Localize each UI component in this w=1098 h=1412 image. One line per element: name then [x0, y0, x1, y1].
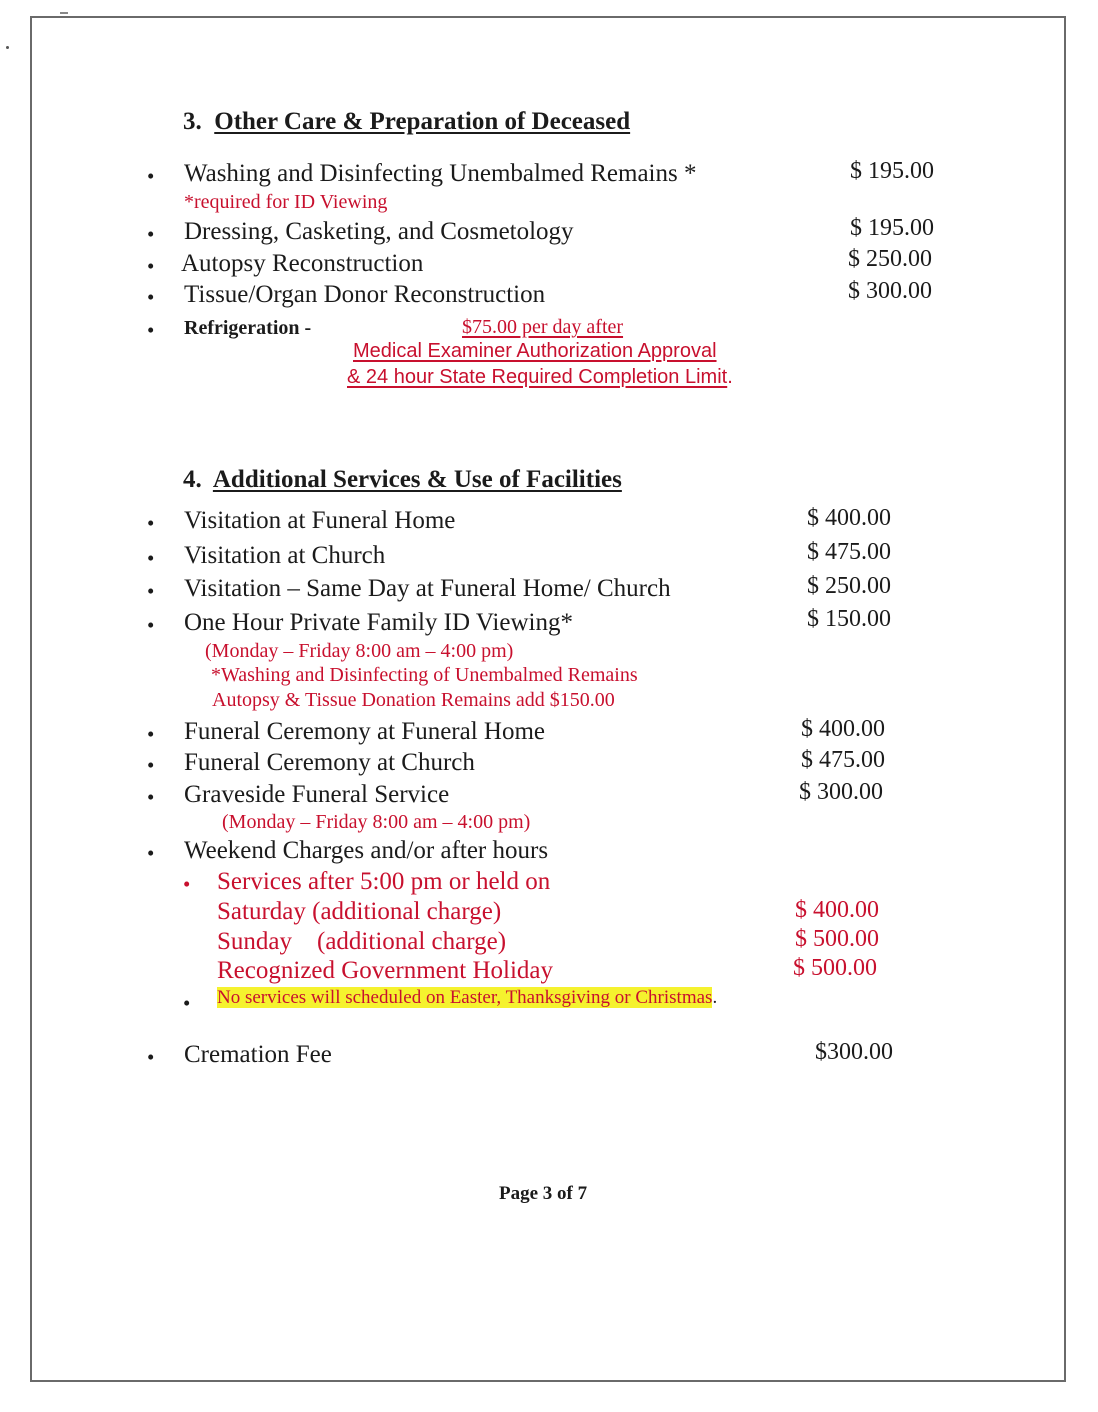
- refrigeration-limit: & 24 hour State Required Completion Limit: [347, 366, 728, 388]
- surcharge-label: Saturday (additional charge): [217, 898, 502, 925]
- holiday-notice: [217, 987, 717, 1009]
- refrigeration-condition: Medical Examiner Authorization Approval: [353, 340, 717, 362]
- service-item-price: $ 300.00: [799, 779, 883, 805]
- holiday-notice-text: No services will scheduled on Easter, Thanksgiving or Christmas: [217, 987, 713, 1008]
- bullet-icon: •: [147, 546, 155, 570]
- bullet-icon: •: [147, 841, 155, 865]
- bullet-icon: •: [147, 785, 155, 809]
- viewing-note: *Washing and Disinfecting of Unembalmed Remains: [211, 664, 638, 686]
- weekend-intro: Services after 5:00 pm or held on: [217, 868, 551, 895]
- scan-artifact: [60, 12, 68, 14]
- section-4-heading: [183, 466, 622, 494]
- refrigeration-condition: [347, 366, 733, 389]
- service-item-label: Graveside Funeral Service: [184, 781, 450, 808]
- service-item-label: Tissue/Organ Donor Reconstruction: [184, 281, 546, 308]
- section-3-title: Other Care & Preparation of Deceased: [214, 108, 631, 135]
- service-item-price: $ 475.00: [807, 539, 891, 565]
- service-item-label: Visitation at Funeral Home: [184, 507, 456, 534]
- bullet-icon: •: [147, 753, 155, 777]
- punctuation: .: [712, 987, 718, 1008]
- service-item-price: $ 475.00: [801, 747, 885, 773]
- refrigeration-rate: $75.00 per day after: [462, 316, 624, 338]
- bullet-icon: •: [147, 254, 155, 278]
- service-item-price: $ 195.00: [850, 158, 934, 184]
- service-item-price: $ 250.00: [807, 573, 891, 599]
- bullet-icon: •: [147, 613, 155, 637]
- service-item-label: Funeral Ceremony at Funeral Home: [184, 718, 546, 745]
- bullet-icon: •: [147, 222, 155, 246]
- bullet-icon: •: [147, 318, 155, 342]
- service-note: *required for ID Viewing: [184, 191, 388, 213]
- bullet-icon: •: [183, 991, 191, 1015]
- surcharge-price: $ 500.00: [795, 926, 879, 952]
- page-number: Page 3 of 7: [499, 1183, 588, 1204]
- service-item-price: $ 400.00: [801, 716, 885, 742]
- schedule-note: (Monday – Friday 8:00 am – 4:00 pm): [222, 811, 531, 833]
- service-item-label: Visitation at Church: [184, 542, 386, 569]
- service-item-price: $ 300.00: [848, 278, 932, 304]
- bullet-icon: •: [183, 872, 191, 896]
- service-item-label: Washing and Disinfecting Unembalmed Remains *: [184, 160, 697, 187]
- bullet-icon: •: [147, 511, 155, 535]
- bullet-icon: •: [147, 579, 155, 603]
- surcharge-price: $ 500.00: [793, 955, 877, 981]
- service-item-label: Visitation – Same Day at Funeral Home/ Church: [184, 575, 671, 602]
- service-item-label: Dressing, Casketing, and Cosmetology: [184, 218, 574, 245]
- service-item-label: One Hour Private Family ID Viewing*: [184, 609, 573, 636]
- surcharge-price: $ 400.00: [795, 897, 879, 923]
- refrigeration-label: Refrigeration -: [184, 317, 312, 339]
- scan-artifact: [6, 46, 9, 49]
- bullet-icon: •: [147, 164, 155, 188]
- service-item-price: $300.00: [815, 1039, 893, 1065]
- surcharge-label: Sunday (additional charge): [217, 928, 507, 955]
- section-4-number: 4.: [183, 466, 202, 493]
- surcharge-label: Recognized Government Holiday: [217, 957, 554, 984]
- schedule-note: (Monday – Friday 8:00 am – 4:00 pm): [205, 640, 514, 662]
- bullet-icon: •: [147, 285, 155, 309]
- service-item-price: $ 150.00: [807, 606, 891, 632]
- section-3-heading: [183, 108, 630, 136]
- service-item-price: $ 400.00: [807, 505, 891, 531]
- service-item-label: Weekend Charges and/or after hours: [184, 837, 549, 864]
- service-item-price: $ 195.00: [850, 215, 934, 241]
- service-item-label: Funeral Ceremony at Church: [184, 749, 475, 776]
- punctuation: .: [727, 366, 733, 388]
- section-3-number: 3.: [183, 108, 202, 135]
- viewing-note: Autopsy & Tissue Donation Remains add $150.00: [212, 689, 615, 711]
- service-item-label: Autopsy Reconstruction: [181, 250, 424, 277]
- service-item-price: $ 250.00: [848, 246, 932, 272]
- bullet-icon: •: [147, 1045, 155, 1069]
- bullet-icon: •: [147, 722, 155, 746]
- section-4-title: Additional Services & Use of Facilities: [212, 466, 622, 493]
- service-item-label: Cremation Fee: [184, 1041, 332, 1068]
